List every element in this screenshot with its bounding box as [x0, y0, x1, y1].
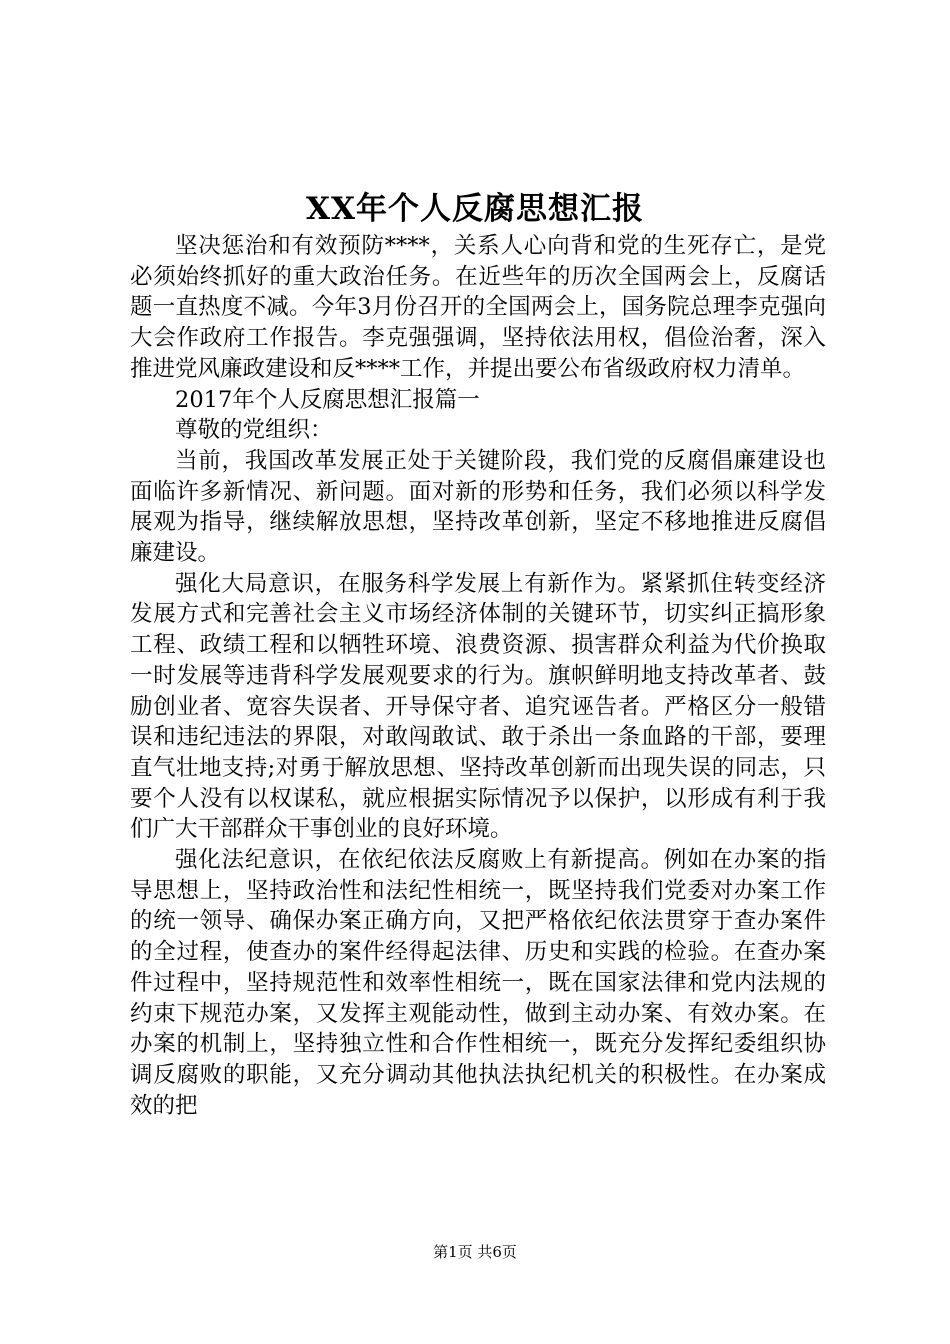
paragraph-law-awareness: 强化法纪意识，在依纪依法反腐败上有新提高。例如在办案的指导思想上，坚持政治性和法纪性相统一，既坚持我们党委对办案工作的统一领导、确保办案正确方向，又把严格依纪依法贯穿于查办案件的全过程，使查办的案件经得起法律、历史和实践的检验。在查办案件过程中，坚持规范性和效率性相统一，既在国家法律和党内法规的约束下规范办案，又发挥主观能动性，做到主动办案、有效办案。在办案的机制上，坚持独立性和合作性相统一，既充分发挥纪委组织协调反腐败的职能，又充分调动其他执法执纪机关的积极性。在办案成效的把	[130, 847, 826, 1119]
document-title: XX年个人反腐思想汇报	[305, 191, 645, 227]
paragraph-intro: 坚决惩治和有效预防****，关系人心向背和党的生死存亡，是党必须始终抓好的重大政治任务。在近些年的历次全国两会上，反腐话题一直热度不减。今年3月份召开的全国两会上，国务院总理李克强向大会作政府工作报告。李克强强调，坚持依法用权，倡俭治奢，深入推进党风廉政建设和反****工作，并提出要公布省级政府权力清单。	[130, 233, 826, 382]
document-body	[130, 231, 826, 1121]
salutation: 尊敬的党组织：	[175, 417, 333, 444]
paragraph-overall-awareness: 强化大局意识，在服务科学发展上有新作为。紧紧抓住转变经济发展方式和完善社会主义市场经济体制的关键环节，切实纠正搞形象工程、政绩工程和以牺牲环境、浪费资源、损害群众利益为代价换取一时发展等违背科学发展观要求的行为。旗帜鲜明地支持改革者、鼓励创业者、宽容失误者、开导保守者、追究诬告者。严格区分一般错误和违纪违法的界限，对敢闯敢试、敢于杀出一条血路的干部，要理直气壮地支持;对勇于解放思想、坚持改革创新而出现失误的同志，只要个人没有以权谋私，就应根据实际情况予以保护，以形成有利于我们广大干部群众干事创业的良好环境。	[130, 570, 826, 843]
page-footer: 第1页 共6页	[433, 1243, 517, 1261]
section-heading: 2017年个人反腐思想汇报篇一	[175, 386, 480, 413]
paragraph-context: 当前，我国改革发展正处于关键阶段，我们党的反腐倡廉建设也面临许多新情况、新问题。面对新的形势和任务，我们必须以科学发展观为指导，继续解放思想，坚持改革创新，坚定不移地推进反腐倡廉建设。	[130, 447, 826, 567]
